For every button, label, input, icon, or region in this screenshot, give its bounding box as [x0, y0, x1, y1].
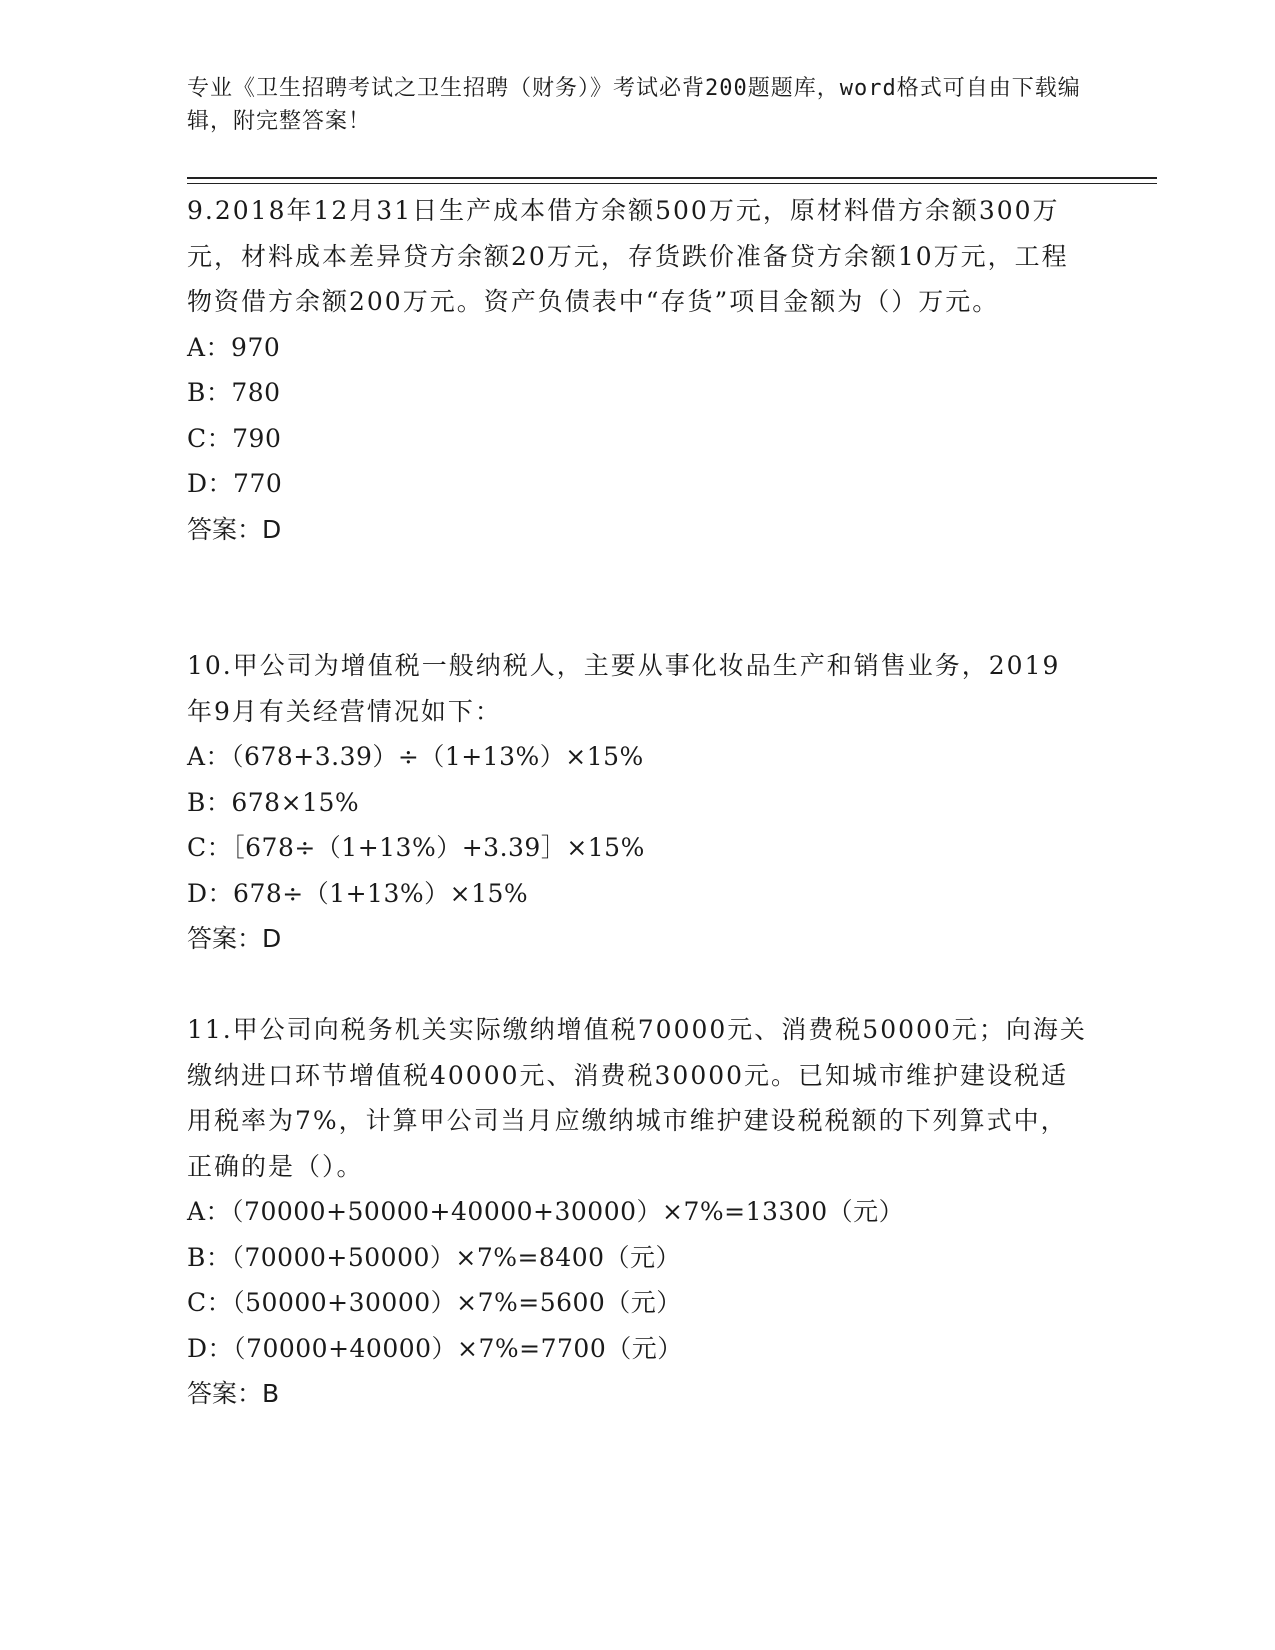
- answer: 答案：B: [187, 1379, 280, 1408]
- header-rule-thin: [187, 183, 1157, 184]
- question-11: [187, 1007, 1087, 1417]
- option-b: B：780: [187, 378, 281, 407]
- option-d: D：770: [187, 469, 283, 498]
- option-a: A：970: [187, 332, 281, 362]
- option-a: A：（70000+50000+40000+30000）×7%=13300（元）: [187, 1197, 905, 1226]
- option-c: C：（50000+30000）×7%=5600（元）: [187, 1288, 682, 1317]
- option-d: D：（70000+40000）×7%=7700（元）: [187, 1333, 683, 1363]
- answer: 答案：D: [187, 924, 282, 953]
- option-b: B：（70000+50000）×7%=8400（元）: [187, 1242, 682, 1272]
- option-c: C：790: [187, 423, 282, 453]
- option-c: C：［678÷（1+13%）+3.39］×15%: [187, 833, 645, 862]
- option-a: A：（678+3.39）÷（1+13%）×15%: [187, 742, 644, 771]
- question-10: [187, 643, 1087, 962]
- question-stem: 10.甲公司为增值税一般纳税人，主要从事化妆品生产和销售业务，2019年9月有关经营情况如下：: [187, 651, 1061, 726]
- header-rule-thick: [187, 177, 1157, 179]
- answer: 答案：D: [187, 514, 282, 544]
- question-stem: 11.甲公司向税务机关实际缴纳增值税70000元、消费税50000元；向海关缴纳进口环节增值税40000元、消费税30000元。已知城市维护建设税适用税率为7%，计算甲公司当月应缴纳城市维护建设税税额的下列算式中，正确的是（）。: [187, 1015, 1087, 1181]
- option-b: B：678×15%: [187, 787, 360, 817]
- question-stem: 9.2018年12月31日生产成本借方余额500万元，原材料借方余额300万元，材料成本差异贷方余额20万元，存货跌价准备贷方余额10万元，工程物资借方余额200万元。资产负债表中“存货”项目金额为（）万元。: [187, 196, 1069, 316]
- document-header: 专业《卫生招聘考试之卫生招聘（财务）》考试必背200题题库，word格式可自由下载编辑，附完整答案！: [187, 76, 1081, 134]
- question-9: [187, 188, 1087, 552]
- option-d: D：678÷（1+13%）×15%: [187, 878, 529, 908]
